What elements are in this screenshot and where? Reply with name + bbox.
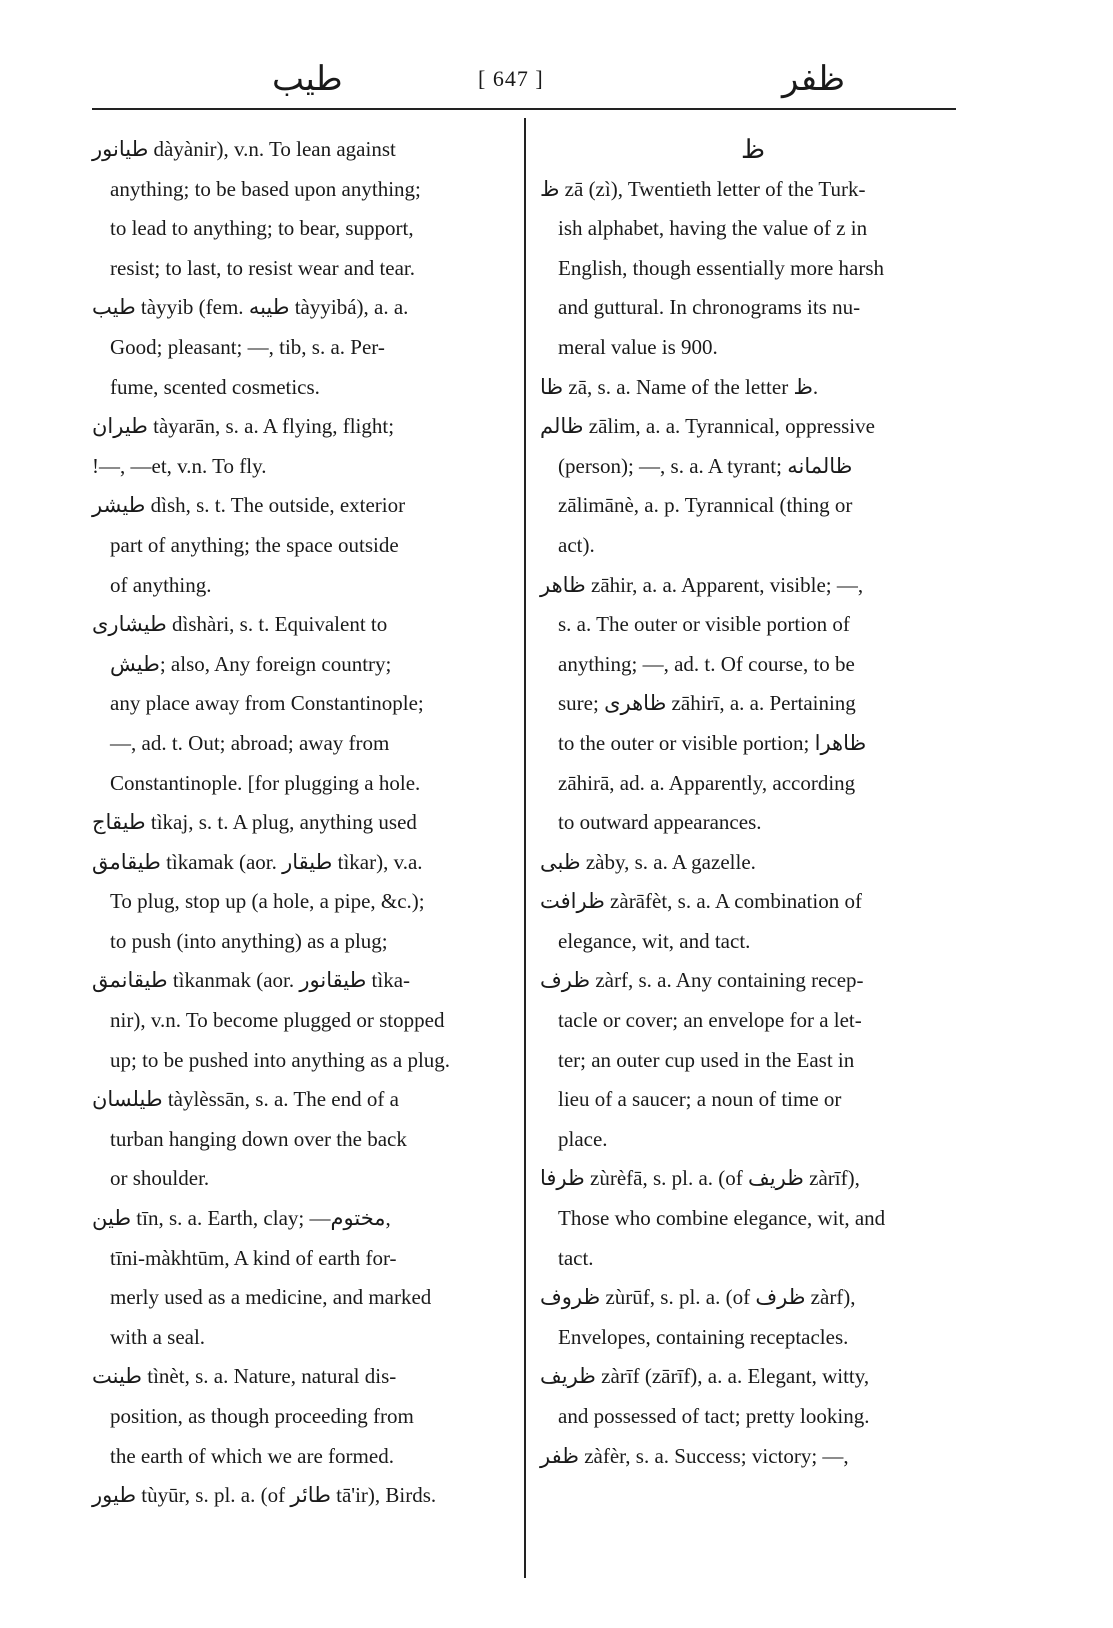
dictionary-line: طيب tàyyib (fem. طيبه tàyyibá), a. a. <box>92 295 409 320</box>
dictionary-line: ظرفا zùrèfā, s. pl. a. (of ظريف zàrīf), <box>540 1166 860 1191</box>
dictionary-line: (person); —, s. a. A tyrant; ظالمانه <box>558 453 853 478</box>
dictionary-line: ظ zā (zì), Twentieth letter of the Turk- <box>540 176 866 201</box>
dictionary-line: sure; ظاهرى zāhirī, a. a. Pertaining <box>558 691 856 716</box>
dictionary-line: resist; to last, to resist wear and tear. <box>110 255 416 280</box>
dictionary-line: part of anything; the space outside <box>110 532 399 557</box>
dictionary-line: Envelopes, containing receptacles. <box>558 1324 849 1349</box>
dictionary-line: طيشارى dìshàri, s. t. Equivalent to <box>92 612 388 637</box>
dictionary-line: to lead to anything; to bear, support, <box>110 216 414 241</box>
dictionary-line: zāhirā, ad. a. Apparently, according <box>558 770 856 795</box>
dictionary-line: ish alphabet, having the value of z in <box>558 216 868 241</box>
dictionary-line: fume, scented cosmetics. <box>110 374 320 399</box>
dictionary-line: Constantinople. [for plugging a hole. <box>110 770 421 795</box>
page-header <box>92 60 952 106</box>
dictionary-line: to the outer or visible portion; ظاهرا <box>558 730 867 755</box>
dictionary-line: Those who combine elegance, wit, and <box>558 1206 886 1231</box>
header-left-word: طيب <box>272 61 343 98</box>
dictionary-line: position, as though proceeding from <box>110 1404 414 1428</box>
dictionary-line: tacle or cover; an envelope for a let- <box>558 1008 862 1033</box>
dictionary-line: s. a. The outer or visible portion of <box>558 612 850 637</box>
dictionary-line: ظالم zālim, a. a. Tyrannical, oppressive <box>540 414 875 439</box>
dictionary-line: ظ <box>740 135 766 164</box>
header-rule <box>92 108 956 110</box>
header-right-word: ظفر <box>782 61 846 98</box>
dictionary-line: turban hanging down over the back <box>110 1126 407 1151</box>
dictionary-line: anything; —, ad. t. Of course, to be <box>558 651 855 676</box>
column-divider <box>524 118 526 1578</box>
dictionary-line: any place away from Constantinople; <box>110 691 424 716</box>
dictionary-line: zālimānè, a. p. Tyrannical (thing or <box>558 493 853 518</box>
dictionary-line: ظروف zùrūf, s. pl. a. (of ظرف zàrf), <box>540 1285 856 1310</box>
dictionary-line: ظرافت zàrāfèt, s. a. A combination of <box>540 889 862 914</box>
dictionary-line: ظا zā, s. a. Name of the letter ظ. <box>540 374 819 399</box>
dictionary-line: طيور tùyūr, s. pl. a. (of طائر tā'ir), Birds. <box>92 1483 437 1508</box>
dictionary-line: ظبى zàby, s. a. A gazelle. <box>540 849 756 874</box>
dictionary-line: طيقانمق tìkanmak (aor. طيقانور tìka- <box>92 968 411 993</box>
dictionary-line: ظرف zàrf, s. a. Any containing recep- <box>540 968 864 993</box>
left-column <box>92 130 510 1516</box>
dictionary-line: طيقاج tìkaj, s. t. A plug, anything used <box>92 810 417 835</box>
dictionary-line: —, ad. t. Out; abroad; away from <box>110 730 390 755</box>
dictionary-line: to push (into anything) as a plug; <box>110 928 388 953</box>
dictionary-line: merly used as a medicine, and marked <box>110 1285 432 1310</box>
dictionary-line: or shoulder. <box>110 1166 210 1191</box>
dictionary-line: ظفر zàfèr, s. a. Success; victory; —, <box>540 1443 849 1468</box>
dictionary-line: طين tīn, s. a. Earth, clay; —مختوم, <box>92 1206 391 1231</box>
dictionary-line: ter; an outer cup used in the East in <box>558 1047 855 1072</box>
dictionary-line: ظريف zàrīf (zārīf), a. a. Elegant, witty, <box>540 1364 870 1389</box>
dictionary-line: act). <box>558 532 595 557</box>
dictionary-line: with a seal. <box>110 1324 206 1349</box>
dictionary-line: up; to be pushed into anything as a plug. <box>110 1047 451 1072</box>
dictionary-line: the earth of which we are formed. <box>110 1443 394 1468</box>
dictionary-line: meral value is 900. <box>558 334 718 359</box>
dictionary-line: طيران tàyarān, s. a. A flying, flight; <box>92 414 395 439</box>
dictionary-line: طيقامق tìkamak (aor. طيقار tìkar), v.a. <box>92 849 423 874</box>
dictionary-line: طينت tìnèt, s. a. Nature, natural dis- <box>92 1364 397 1389</box>
dictionary-line: To plug, stop up (a hole, a pipe, &c.); <box>110 889 425 914</box>
dictionary-line: !—, —et, v.n. To fly. <box>92 453 267 478</box>
dictionary-line: طيش; also, Any foreign country; <box>110 651 392 676</box>
dictionary-line: and possessed of tact; pretty looking. <box>558 1404 870 1428</box>
dictionary-line: and guttural. In chronograms its nu- <box>558 295 861 320</box>
dictionary-line: طيشر dìsh, s. t. The outside, exterior <box>92 493 406 518</box>
dictionary-line: طيانور dàyànir), v.n. To lean against <box>92 137 396 161</box>
dictionary-line: to outward appearances. <box>558 810 762 835</box>
dictionary-line: elegance, wit, and tact. <box>558 928 751 953</box>
dictionary-line: tīni-màkhtūm, A kind of earth for- <box>110 1245 397 1270</box>
page-number: [ 647 ] <box>478 66 544 91</box>
dictionary-line: English, though essentially more harsh <box>558 255 885 280</box>
dictionary-line: of anything. <box>110 572 212 597</box>
dictionary-line: nir), v.n. To become plugged or stopped <box>110 1008 445 1033</box>
dictionary-line: Good; pleasant; —, tib, s. a. Per- <box>110 334 385 359</box>
dictionary-line: طيلسان tàylèssān, s. a. The end of a <box>92 1087 399 1112</box>
dictionary-line: ظاهر zāhir, a. a. Apparent, visible; —, <box>540 572 864 597</box>
dictionary-line: place. <box>558 1126 608 1151</box>
right-column <box>540 130 966 1476</box>
dictionary-line: lieu of a saucer; a noun of time or <box>558 1087 842 1112</box>
dictionary-line: tact. <box>558 1245 594 1270</box>
dictionary-line: anything; to be based upon anything; <box>110 176 421 201</box>
